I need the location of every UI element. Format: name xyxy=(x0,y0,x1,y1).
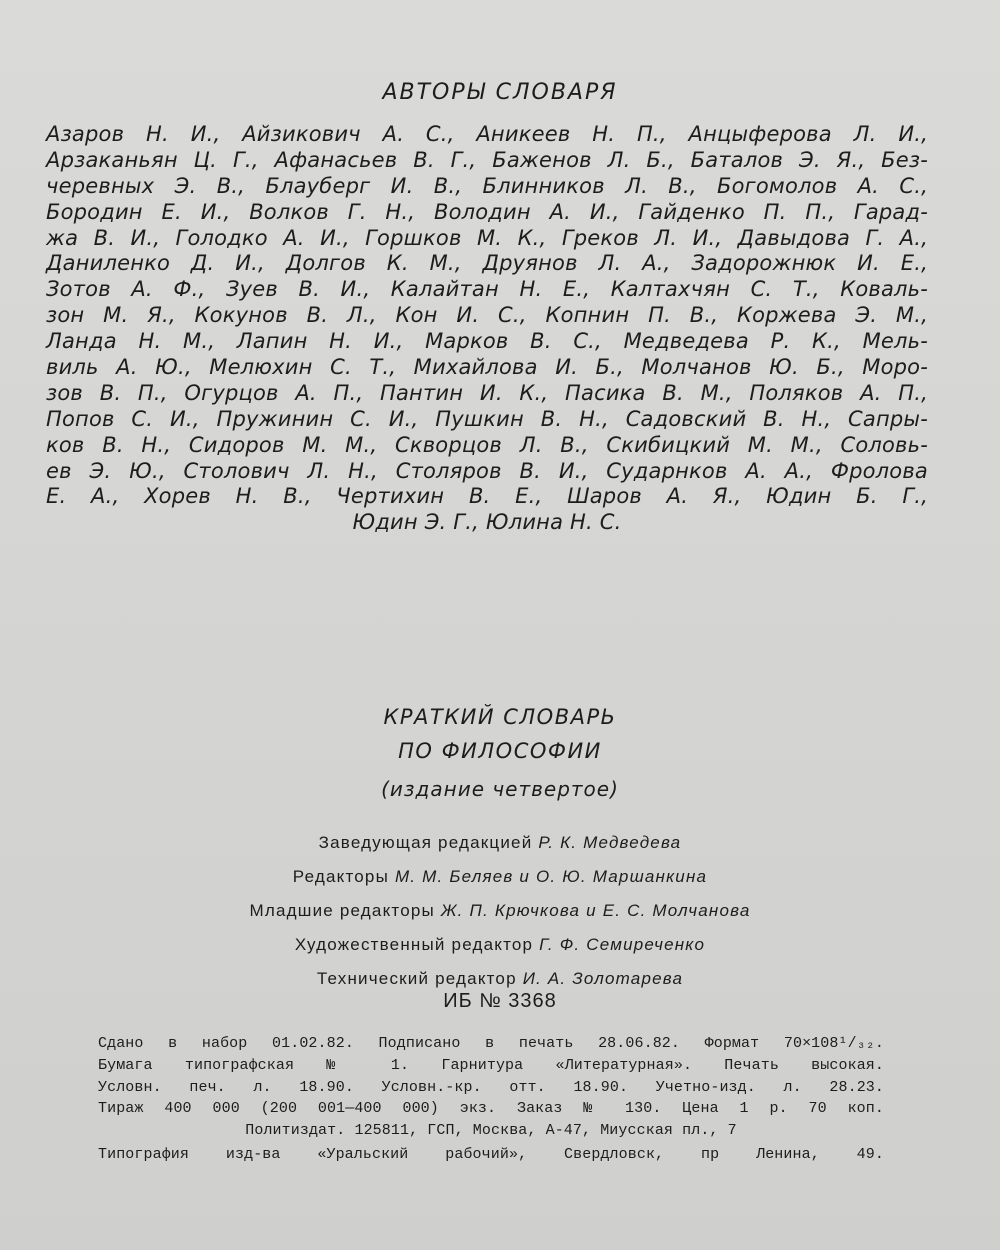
authors-list xyxy=(46,122,928,536)
credit-role: Художественный редактор xyxy=(294,935,534,954)
imprint-line: Тираж 400 000 (200 001—400 000) экз. Заказ № 130. Цена 1 р. 70 коп. xyxy=(98,1100,884,1118)
authors-line: виль А. Ю., Мелюхин С. Т., Михайлова И. Б., Молчанов Ю. Б., Моро- xyxy=(46,355,928,380)
credit-person: Р. К. Медведева xyxy=(538,833,682,852)
authors-line: Попов С. И., Пружинин С. И., Пушкин В. Н., Садовский В. Н., Сапры- xyxy=(46,406,928,431)
authors-heading: АВТОРЫ СЛОВАРЯ xyxy=(382,80,618,105)
authors-line: Азаров Н. И., Айзикович А. С., Аникеев Н. П., Анцыферова Л. И., xyxy=(46,122,928,146)
authors-line: зон М. Я., Кокунов В. Л., Кон И. С., Копнин П. В., Коржева Э. М., xyxy=(46,303,928,328)
ib-number: ИБ № 3368 xyxy=(443,990,557,1012)
authors-line: ков В. Н., Сидоров М. М., Скворцов Л. В., Скибицкий М. М., Соловь- xyxy=(46,432,928,457)
authors-line: Арзаканьян Ц. Г., Афанасьев В. Г., Баженов Л. Б., Баталов Э. Я., Без- xyxy=(46,147,928,172)
editorial-credits xyxy=(0,826,1000,996)
credit-line xyxy=(0,894,1000,928)
imprint-line: Условн. печ. л. 18.90. Условн.-кр. отт. 18.90. Учетно-изд. л. 28.23. xyxy=(98,1078,884,1096)
authors-line: Бородин Е. И., Волков Г. Н., Володин А. И., Гайденко П. П., Гарад- xyxy=(46,199,928,224)
credit-person: И. А. Золотарева xyxy=(522,969,684,988)
imprint-line: Сдано в набор 01.02.82. Подписано в печать 28.06.82. Формат 70×108¹/₃₂. xyxy=(98,1035,884,1052)
book-title-line-2: ПО ФИЛОСОФИИ xyxy=(398,739,602,763)
authors-line: Ланда Н. М., Лапин Н. И., Марков В. С., Медведева Р. К., Мель- xyxy=(46,329,928,354)
imprint-line: Политиздат. 125811, ГСП, Москва, А-47, Миусская пл., 7 xyxy=(245,1122,737,1140)
imprint-block xyxy=(98,1033,884,1166)
authors-line: Юдин Э. Г., Юлина Н. С. xyxy=(352,510,622,535)
credit-person: Ж. П. Крючкова и Е. С. Молчанова xyxy=(440,901,751,920)
authors-line: Даниленко Д. И., Долгов К. М., Друянов Л. А., Задорожнюк И. Е., xyxy=(46,251,928,276)
book-title-line-1: КРАТКИЙ СЛОВАРЬ xyxy=(383,705,617,729)
credit-line xyxy=(0,826,1000,860)
authors-line: ев Э. Ю., Столович Л. Н., Столяров В. И., Сударнков А. А., Фролова xyxy=(46,458,928,483)
edition-note: (издание четвертое) xyxy=(381,777,619,801)
imprint-line: Бумага типографская № 1. Гарнитура «Литературная». Печать высокая. xyxy=(98,1056,884,1074)
credit-person: Г. Ф. Семиреченко xyxy=(539,935,706,954)
authors-line: жа В. И., Голодко А. И., Горшков М. К., Греков Л. И., Давыдова Г. А., xyxy=(46,225,928,250)
authors-line: черевных Э. В., Блауберг И. В., Блинников Л. В., Богомолов А. С., xyxy=(46,173,928,198)
credit-role: Заведующая редакцией xyxy=(318,833,533,852)
credit-line xyxy=(0,860,1000,894)
imprint-line: Типография изд-ва «Уральский рабочий», Свердловск, пр Ленина, 49. xyxy=(98,1145,884,1163)
credit-line xyxy=(0,928,1000,962)
credit-person: М. М. Беляев и О. Ю. Маршанкина xyxy=(394,867,708,886)
book-title xyxy=(0,700,1000,806)
credit-role: Редакторы xyxy=(292,867,389,886)
authors-line: зов В. П., Огурцов А. П., Пантин И. К., Пасика В. М., Поляков А. П., xyxy=(46,380,928,405)
authors-line: Е. А., Хорев Н. В., Чертихин В. Е., Шаров А. Я., Юдин Б. Г., xyxy=(46,484,928,509)
authors-line: Зотов А. Ф., Зуев В. И., Калайтан Н. Е., Калтахчян С. Т., Коваль- xyxy=(46,277,928,302)
credit-role: Технический редактор xyxy=(316,969,517,988)
credit-role: Младшие редакторы xyxy=(249,901,435,920)
